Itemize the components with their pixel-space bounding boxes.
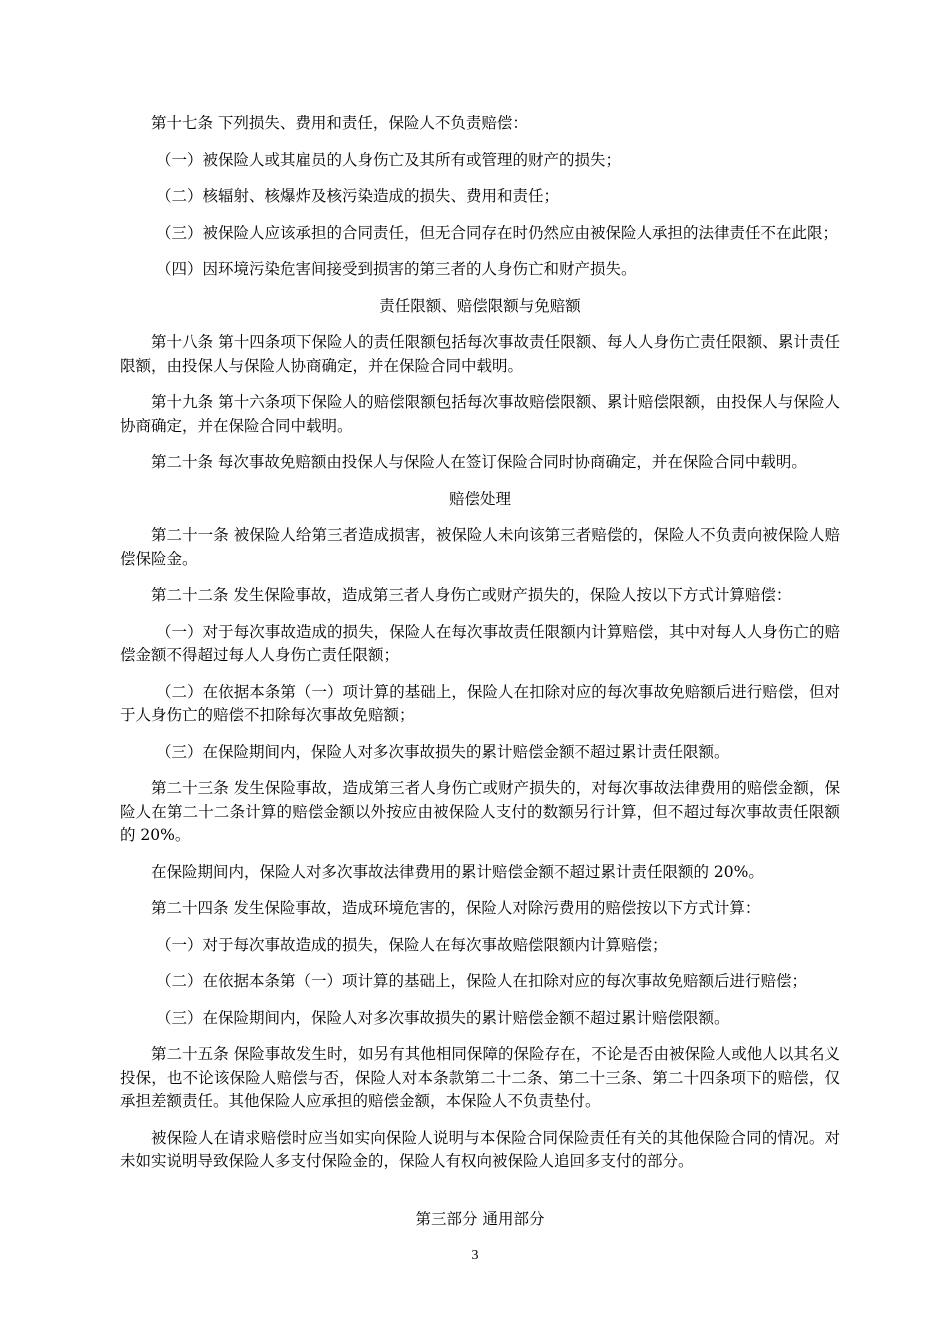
- section-heading-claims: 赔偿处理: [448, 489, 511, 508]
- article-24-item-3: （三）在保险期间内，保险人对多次事故损失的累计赔偿金额不超过累计赔偿限额。: [156, 1008, 730, 1027]
- article-17-item-3: （三）被保险人应该承担的合同责任，但无合同存在时仍然应由被保险人承担的法律责任不在此限；: [156, 223, 839, 242]
- article-25: 第二十五条 保险事故发生时，如另有其他相同保障的保险存在，不论是否由被保险人或他人以其名义投保，也不论该保险人赔偿与否，保险人对本条款第二十二条、第二十三条、第二十四条项下的赔偿，仅承担差额责任。其他保险人应承担的赔偿金额，本保险人不负责垫付。: [120, 1045, 840, 1110]
- article-17-item-4: （四）因环境污染危害间接受到损害的第三者的人身伤亡和财产损失。: [156, 260, 637, 278]
- article-17-intro: 第十七条 下列损失、费用和责任，保险人不负责赔偿：: [151, 114, 528, 132]
- article-25-note: 被保险人在请求赔偿时应当如实向保险人说明与本保险合同保险责任有关的其他保险合同的情况。对未如实说明导致保险人多支付保险金的，保险人有权向被保险人追回多支付的部分。: [120, 1128, 840, 1170]
- section-heading-limits: 责任限额、赔偿限额与免赔额: [379, 296, 581, 315]
- article-17-item-2: （二）核辐射、核爆炸及核污染造成的损失、费用和责任；: [156, 187, 560, 205]
- article-23-note: 在保险期间内，保险人对多次事故法律费用的累计赔偿金额不超过累计责任限额的 20%。: [151, 862, 764, 881]
- article-23: 第二十三条 发生保险事故，造成第三者人身伤亡或财产损失的，对每次事故法律费用的赔偿金额，保险人在第二十二条计算的赔偿金额以外按应由被保险人支付的数额另行计算，但不超过每次事故责任限额的 20%。: [120, 779, 840, 844]
- article-18: 第十八条 第十四条项下保险人的责任限额包括每次事故责任限额、每人人身伤亡责任限额、累计责任限额，由投保人与保险人协商确定，并在保险合同中载明。: [120, 333, 840, 375]
- document-body: [120, 112, 840, 1231]
- article-19: 第十九条 第十六条项下保险人的赔偿限额包括每次事故赔偿限额、累计赔偿限额，由投保人与保险人协商确定，并在保险合同中载明。: [120, 393, 840, 435]
- article-22-intro: 第二十二条 发生保险事故，造成第三者人身伤亡或财产损失的，保险人按以下方式计算赔偿：: [151, 586, 792, 604]
- article-24-item-1: （一）对于每次事故造成的损失，保险人在每次事故赔偿限额内计算赔偿；: [156, 935, 668, 954]
- page-number: 3: [471, 1248, 479, 1263]
- article-22-item-3: （三）在保险期间内，保险人对多次事故损失的累计赔偿金额不超过累计责任限额。: [156, 742, 730, 761]
- article-24-item-2: （二）在依据本条第（一）项计算的基础上，保险人在扣除对应的每次事故免赔额后进行赔偿；: [156, 972, 808, 990]
- article-24-intro: 第二十四条 发生保险事故，造成环境危害的，保险人对除污费用的赔偿按以下方式计算：: [151, 899, 761, 917]
- article-22-item-1: （一）对于每次事故造成的损失，保险人在每次事故责任限额内计算赔偿，其中对每人人身伤亡的赔偿金额不得超过每人人身伤亡责任限额；: [120, 622, 840, 664]
- article-22-item-2: （二）在依据本条第（一）项计算的基础上，保险人在扣除对应的每次事故免赔额后进行赔偿，但对于人身伤亡的赔偿不扣除每次事故免赔额；: [120, 682, 840, 724]
- article-17-item-1: （一）被保险人或其雇员的人身伤亡及其所有或管理的财产的损失；: [156, 150, 622, 169]
- article-21: 第二十一条 被保险人给第三者造成损害，被保险人未向该第三者赔偿的，保险人不负责向被保险人赔偿保险金。: [120, 526, 840, 568]
- article-20: 第二十条 每次事故免赔额由投保人与保险人在签订保险合同时协商确定，并在保险合同中载明。: [151, 453, 807, 471]
- part-three-heading: 第三部分 通用部分: [415, 1209, 545, 1228]
